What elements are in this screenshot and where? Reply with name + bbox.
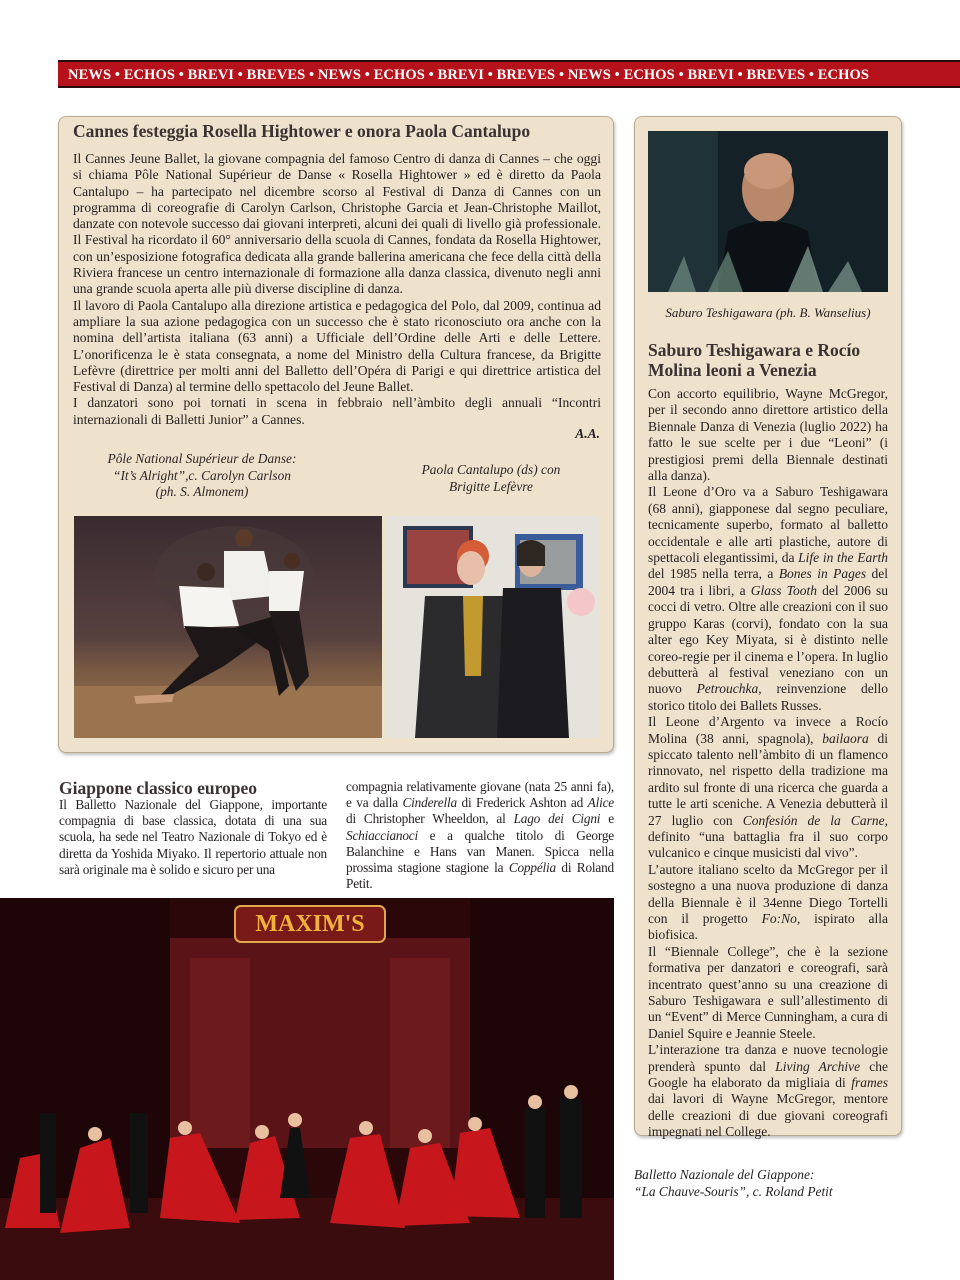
caption-line: Paola Cantalupo (ds) con	[421, 462, 561, 477]
text: Il Leone d’Oro va a Saburo Teshigawara (68 anni), giapponese dal segno peculiare, tecnicamente superbo, formato al balletto occidentale e alle arti plastiche, autore di spettacoli elegantissimi, da	[648, 484, 888, 566]
photo-cantalupo-lefevre	[385, 516, 600, 738]
ballet-stage-illustration	[0, 898, 614, 1280]
paragraph: Il lavoro di Paola Cantalupo alla direzione artistica e pedagogica del Polo, dal 2009, continua ad ampliare la sua azione pedagogica con un successo che è stato riconosciuto ora anche con la nomina dell’artista italiana (63 anni) a Ufficiale dell’Ordine delle Arti e delle Lettere. L’onorificenza le è stata consegnata, a nome del Ministro della Cultura francese, da Brigitte Lefèvre (direttrice per molti anni del Balletto dell’Opéra di Parigi e qui direttrice artistica del Festival di Danza) al termine dello spettacolo del Jeune Ballet.	[73, 297, 601, 395]
text: che Google ha elaborato da migliaia di	[648, 1058, 889, 1091]
photo-dancers-carlson	[74, 516, 382, 738]
text: L’autore italiano scelto da McGregor per il sostegno a una nuova produzione di danza della Biennale è il 34enne Diego Tortelli con il progetto	[648, 861, 888, 926]
article-body-cannes	[73, 151, 601, 428]
caption-line: “La Chauve-Souris”, c. Roland Petit	[634, 1183, 833, 1199]
text: di Roland Petit.	[346, 860, 615, 892]
maxims-sign: MAXIM'S	[255, 911, 365, 937]
text: del 2006 su cocci di vetro. Oltre alle creazioni con il suo gruppo Karas (corvi), fondato con la sua alter ego Key Miyata, si è distinto nelle coreo-regie per il cinema e l’opera. In luglio debutterà al festival veneziano con un nuovo	[648, 582, 889, 697]
paragraph	[648, 862, 888, 944]
work-title: Schiaccianoci	[346, 827, 418, 843]
work-title: Bones in Pages	[778, 566, 867, 582]
work-title: bailaora	[822, 730, 869, 746]
work-title: Petrouchka	[696, 681, 759, 697]
work-title: Confesión de la Carne	[742, 812, 885, 828]
portrait-illustration	[385, 516, 600, 738]
section-banner: NEWS • ECHOS • BREVI • BREVES • NEWS • ECHOS • BREVI • BREVES • NEWS • ECHOS • BREVI • BREVES • ECHOS	[58, 60, 960, 88]
work-title: frames	[851, 1075, 888, 1091]
text: e	[600, 811, 614, 827]
text: del 2004 tra i libri, a	[648, 566, 888, 598]
saburo-illustration	[648, 131, 888, 292]
author-signature: A.A.	[575, 426, 600, 441]
text: e a qualche titolo di George Balanchine e Hans van Manen. Spicca nella prossima stagione stagione la	[346, 827, 614, 876]
work-title: Coppélia	[508, 860, 556, 876]
article-column-right	[346, 779, 614, 892]
photo-caption-cantalupo	[392, 462, 590, 495]
text: di spiccato talento nell’àmbito di un flamenco rinnovato, nel rispetto della tradizione ma ardito sul fronte di una ricerca che guarda a tutte le arti sceniche. A Venezia debutterà il 27 luglio con	[648, 730, 888, 828]
work-title: Living Archive	[775, 1058, 861, 1074]
article-body-venezia	[648, 386, 888, 1141]
paragraph	[648, 1042, 888, 1140]
paragraph	[648, 714, 888, 862]
text: Il Leone d’Argento va invece a Rocío Molina (38 anni, spagnola),	[648, 714, 888, 746]
photo-caption-ballet	[634, 1167, 924, 1200]
caption-line: (ph. S. Almonem)	[155, 484, 249, 499]
paragraph	[648, 484, 888, 714]
work-title: Lago dei Cigni	[513, 811, 601, 827]
text: L’interazione tra danza e nuove tecnologie prenderà spunto dal	[648, 1042, 888, 1074]
caption-line: Balletto Nazionale del Giappone:	[634, 1167, 815, 1182]
paragraph: Il “Biennale College”, che è la sezione formativa per danzatori e coreografi, sarà incentrato quest’anno su una creazione di Saburo Teshigawara e sull’allestimento di un “Event” di Merce Cunningham, a cura di Daniel Squire e Jeannie Steele.	[648, 943, 888, 1041]
photo-caption-saburo: Saburo Teshigawara (ph. B. Wanselius)	[665, 305, 871, 320]
article-title-venezia: Saburo Teshigawara e Rocío Molina leoni a Venezia	[648, 340, 861, 380]
caption-line: Pôle National Supérieur de Danse:	[107, 451, 297, 466]
photo-caption-carlson	[80, 451, 324, 501]
article-title-giappone: Giappone classico europeo	[59, 778, 258, 798]
work-title: Alice	[587, 795, 614, 811]
photo-ballet-chauve-souris	[0, 898, 614, 1280]
text: , definito “una battaglia fra il suo corpo vulcanico e cinque musicisti dal vivo”.	[648, 812, 888, 861]
text: dai lavori di Wayne McGregor, mentore delle creazioni di due giovani coreografi impegnati nel College.	[648, 1091, 888, 1140]
work-title: Life in the Earth	[798, 550, 888, 566]
caption-line: Brigitte Lefèvre	[449, 478, 533, 494]
paragraph: Il Cannes Jeune Ballet, la giovane compagnia del famoso Centro di danza di Cannes – che oggi si chiama Pôle National Supérieur de Danse « Rosella Hightower » ed è diretto da Paola Cantalupo – ha partecipato nel dicembre scorso al Festival di Danza di Cannes con un programma di coreografie di Carolyn Carlson, Christophe Garcia et Jean-Christophe Maillot, danzate con notevole successo dai giovani interpreti, alcuni dei quali di livello già professionale. Il Festival ha ricordato il 60° anniversario della scuola di Cannes, fondata da Rosella Hightower, con un’esposizione fotografica dedicata alla grande ballerina americana che fece della città della Riviera francese un centro internazionale di formazione alla danza classica, divenuto negli anni una grande scuola aperta alle più diverse discipline di danza.	[73, 151, 601, 297]
text: , reinvenzione dello storico titolo dei Ballets Russes.	[648, 681, 888, 713]
photo-saburo-teshigawara	[648, 131, 888, 292]
text: compagnia relativamente giovane (nata 25 anni fa), e va dalla	[346, 779, 614, 811]
article-column-left: Il Balletto Nazionale del Giappone, importante compagnia di base classica, dotata di una sua scuola, ha sede nel Teatro Nazionale di Tokyo ed è diretta da Yoshida Miyako. Il repertorio attuale non sarà originale ma è solido e sicuro per una	[59, 797, 327, 877]
text: di Christopher Wheeldon, al	[346, 811, 514, 827]
text: , ispirato alla biofisica.	[648, 911, 889, 943]
text: del 1985 nella terra, a	[648, 566, 779, 582]
work-title: Glass Tooth	[750, 582, 817, 598]
work-title: Fo:No	[761, 911, 797, 926]
article-title-cannes: Cannes festeggia Rosella Hightower e onora Paola Cantalupo	[73, 121, 531, 141]
text: di Frederick Ashton ad	[456, 795, 588, 811]
paragraph: Con accorto equilibrio, Wayne McGregor, per il secondo anno direttore artistico della Biennale Danza di Venezia (luglio 2022) ha fatto le sue scelte per i due “Leoni” (i prestigiosi premi della Biennale destinati alla danza).	[648, 386, 888, 484]
dancers-illustration	[74, 516, 382, 738]
work-title: Cinderella	[402, 795, 457, 811]
paragraph: I danzatori sono poi tornati in scena in febbraio nell’àmbito degli annuali “Incontri internazionali di Balletti Junior” a Cannes.	[73, 395, 601, 427]
caption-line: “It’s Alright”,c. Carolyn Carlson	[113, 467, 291, 483]
